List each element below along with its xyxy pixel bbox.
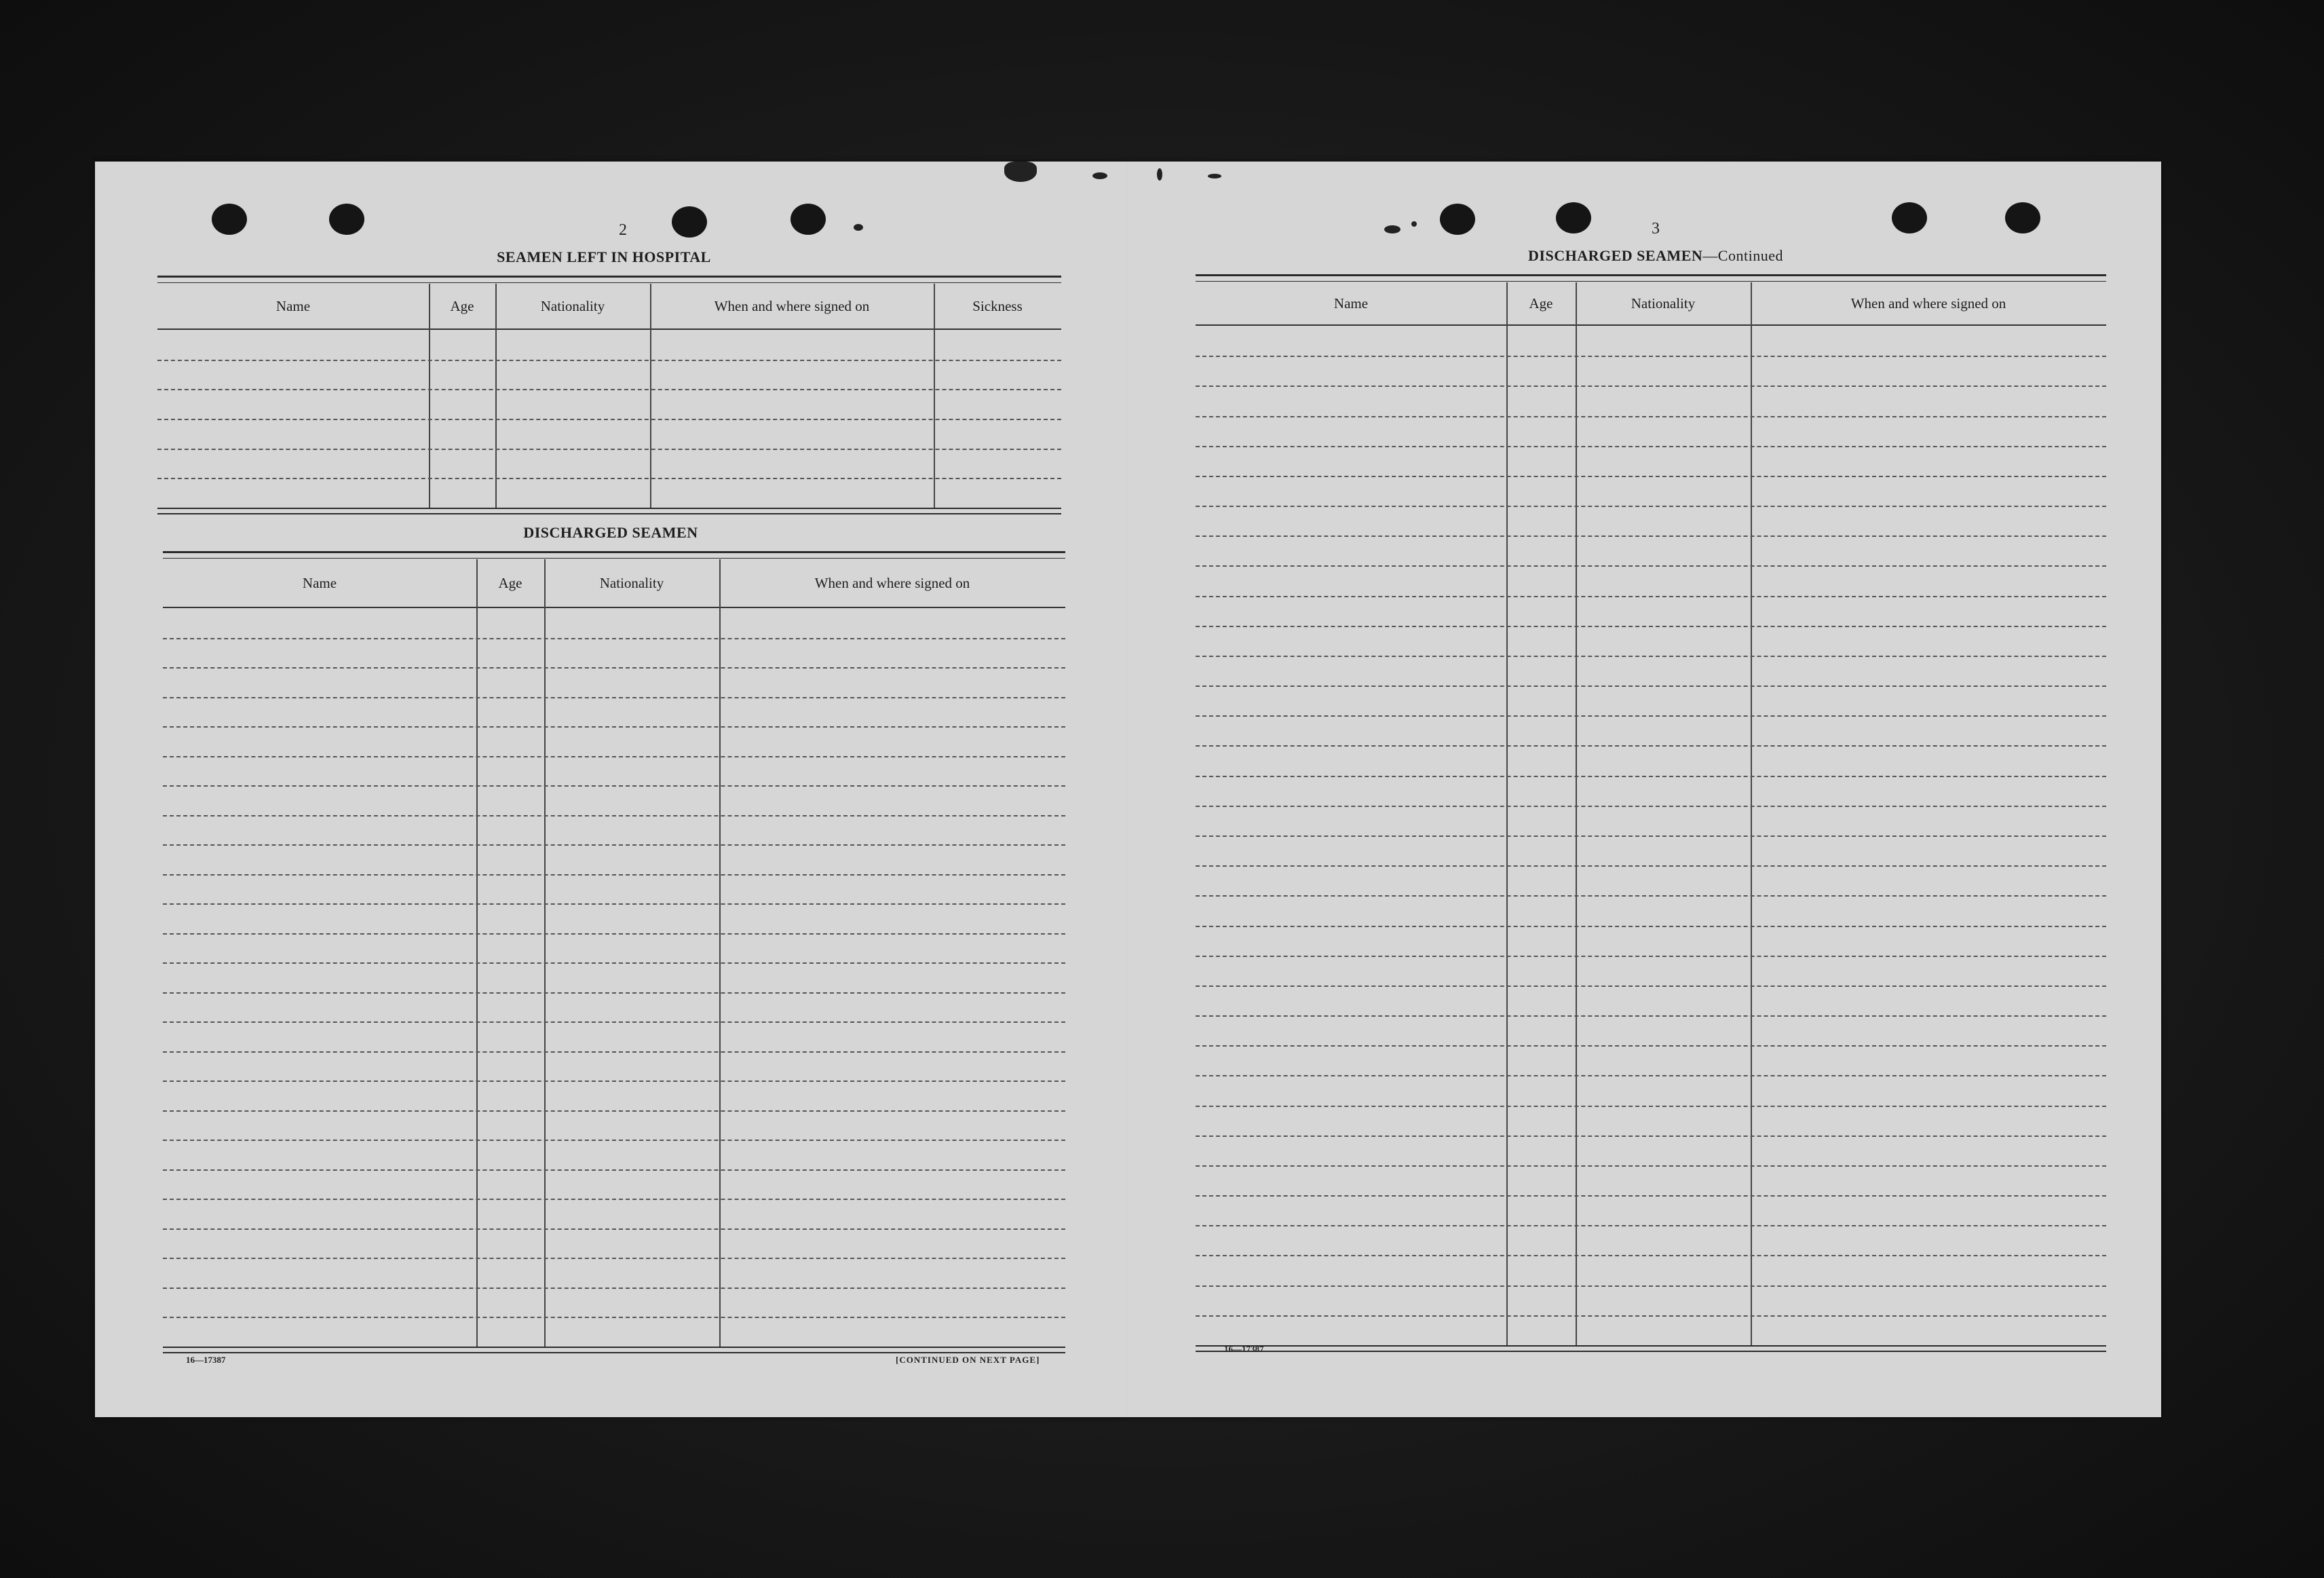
ink-speck: [1092, 172, 1107, 179]
page-fold: [1128, 162, 1130, 1417]
table-row-line: [1196, 895, 2106, 897]
column-header-signed-on: When and where signed on: [714, 297, 870, 314]
table-row-line: [1196, 1106, 2106, 1107]
table-header-row: [157, 284, 1061, 330]
table-row-line: [157, 478, 1061, 479]
column-divider: [1506, 282, 1508, 1345]
table-row-line: [163, 1228, 1065, 1230]
table-bottom-rule: [163, 1347, 1065, 1353]
table-row-line: [1196, 956, 2106, 957]
ink-speck: [854, 224, 863, 231]
table-row-line: [163, 667, 1065, 669]
table-row-line: [163, 815, 1065, 816]
column-header-age: Age: [498, 574, 522, 591]
document-sheet: [95, 162, 2161, 1417]
table-row-line: [163, 1140, 1065, 1141]
table-row-line: [163, 874, 1065, 876]
table-row-line: [1196, 565, 2106, 567]
table-row-line: [1196, 835, 2106, 837]
page-number: 2: [619, 221, 627, 239]
table-row-line: [163, 1169, 1065, 1171]
table-row-line: [163, 726, 1065, 728]
table-row-line: [157, 360, 1061, 361]
table-row-line: [1196, 715, 2106, 717]
table-row-line: [157, 449, 1061, 450]
table-row-line: [1196, 745, 2106, 747]
table-top-rule: [157, 276, 1061, 283]
table-row-line: [1196, 626, 2106, 627]
column-header-nationality: Nationality: [599, 574, 664, 591]
table-row-line: [1196, 386, 2106, 387]
table-row-line: [1196, 1165, 2106, 1167]
table-row-line: [1196, 806, 2106, 807]
table-bottom-rule: [1196, 1345, 2106, 1352]
table-row-line: [163, 903, 1065, 905]
continued-note: [CONTINUED ON NEXT PAGE]: [896, 1355, 1040, 1365]
table-row-line: [1196, 685, 2106, 687]
column-divider: [934, 284, 935, 508]
punch-hole: [1440, 204, 1475, 235]
table-row-line: [163, 1081, 1065, 1082]
ink-speck: [1208, 174, 1221, 179]
table-row-line: [163, 1317, 1065, 1318]
table-row-line: [1196, 1315, 2106, 1317]
table-row-line: [1196, 656, 2106, 657]
punch-hole: [1892, 202, 1927, 233]
table-row-line: [1196, 446, 2106, 447]
column-header-name: Name: [302, 574, 337, 591]
column-divider: [650, 284, 651, 508]
column-divider: [1751, 282, 1752, 1345]
form-code: 16—17387: [186, 1355, 226, 1365]
column-header-name: Name: [1333, 295, 1369, 312]
section-title-text: DISCHARGED SEAMEN: [1528, 247, 1703, 264]
table-row-line: [1196, 596, 2106, 597]
ink-speck: [1411, 221, 1417, 227]
table-row-line: [1196, 926, 2106, 927]
form-code: 16—17387: [1224, 1344, 1264, 1354]
page-number: 3: [1652, 220, 1660, 238]
table-row-line: [163, 697, 1065, 698]
column-header-nationality: Nationality: [1631, 295, 1696, 312]
table-row-line: [163, 1199, 1065, 1200]
column-header-signed-on: When and where signed on: [814, 574, 970, 591]
table-row-line: [163, 962, 1065, 964]
column-header-signed-on: When and where signed on: [1850, 295, 2006, 312]
table-row-line: [1196, 1045, 2106, 1047]
table-row-line: [1196, 416, 2106, 417]
table-row-line: [1196, 865, 2106, 867]
punch-hole: [212, 204, 247, 235]
table-top-rule: [1196, 274, 2106, 282]
table-row-line: [1196, 1135, 2106, 1137]
table-row-line: [163, 1288, 1065, 1289]
table-row-line: [163, 1051, 1065, 1053]
column-header-name: Name: [275, 297, 311, 314]
punch-hole: [1556, 202, 1591, 233]
column-divider: [429, 284, 430, 508]
table-row-line: [1196, 476, 2106, 477]
ink-speck: [1157, 168, 1162, 181]
column-header-sickness: Sickness: [972, 297, 1023, 314]
table-row-line: [1196, 985, 2106, 987]
section-title-discharged: DISCHARGED SEAMEN: [523, 524, 698, 541]
table-row-line: [1196, 1015, 2106, 1017]
table-row-line: [1196, 1195, 2106, 1197]
punch-hole: [329, 204, 364, 235]
table-top-rule: [163, 551, 1065, 559]
table-row-line: [1196, 1285, 2106, 1287]
table-row-line: [163, 638, 1065, 639]
table-row-line: [1196, 1255, 2106, 1256]
table-row-line: [1196, 536, 2106, 537]
table-row-line: [163, 1110, 1065, 1112]
table-header-row: [1196, 282, 2106, 326]
section-title-hospital: SEAMEN LEFT IN HOSPITAL: [497, 248, 711, 265]
table-row-line: [163, 844, 1065, 846]
column-header-age: Age: [450, 297, 474, 314]
table-row-line: [1196, 506, 2106, 507]
table-row-line: [1196, 776, 2106, 777]
punch-hole: [672, 206, 707, 238]
table-row-line: [1196, 1075, 2106, 1076]
punch-hole: [790, 204, 826, 235]
section-title-suffix: —Continued: [1702, 247, 1783, 264]
discharged-table-right: [1196, 274, 2106, 1360]
discharged-table-left: [163, 551, 1065, 1352]
table-row-line: [1196, 356, 2106, 357]
column-divider: [495, 284, 497, 508]
ink-speck: [1004, 162, 1037, 182]
table-row-line: [163, 1021, 1065, 1023]
table-row-line: [163, 785, 1065, 787]
table-row-line: [163, 756, 1065, 757]
table-row-line: [157, 389, 1061, 390]
section-title-discharged-continued: [1194, 247, 2117, 265]
table-header-row: [163, 559, 1065, 608]
ink-speck: [1384, 225, 1401, 233]
column-divider: [1576, 282, 1577, 1345]
column-header-nationality: Nationality: [540, 297, 605, 314]
table-bottom-rule: [157, 508, 1061, 514]
punch-hole: [2005, 202, 2040, 233]
table-row-line: [157, 419, 1061, 420]
column-header-age: Age: [1529, 295, 1553, 312]
table-row-line: [1196, 1225, 2106, 1226]
table-row-line: [163, 933, 1065, 935]
table-row-line: [163, 992, 1065, 994]
table-row-line: [163, 1258, 1065, 1259]
